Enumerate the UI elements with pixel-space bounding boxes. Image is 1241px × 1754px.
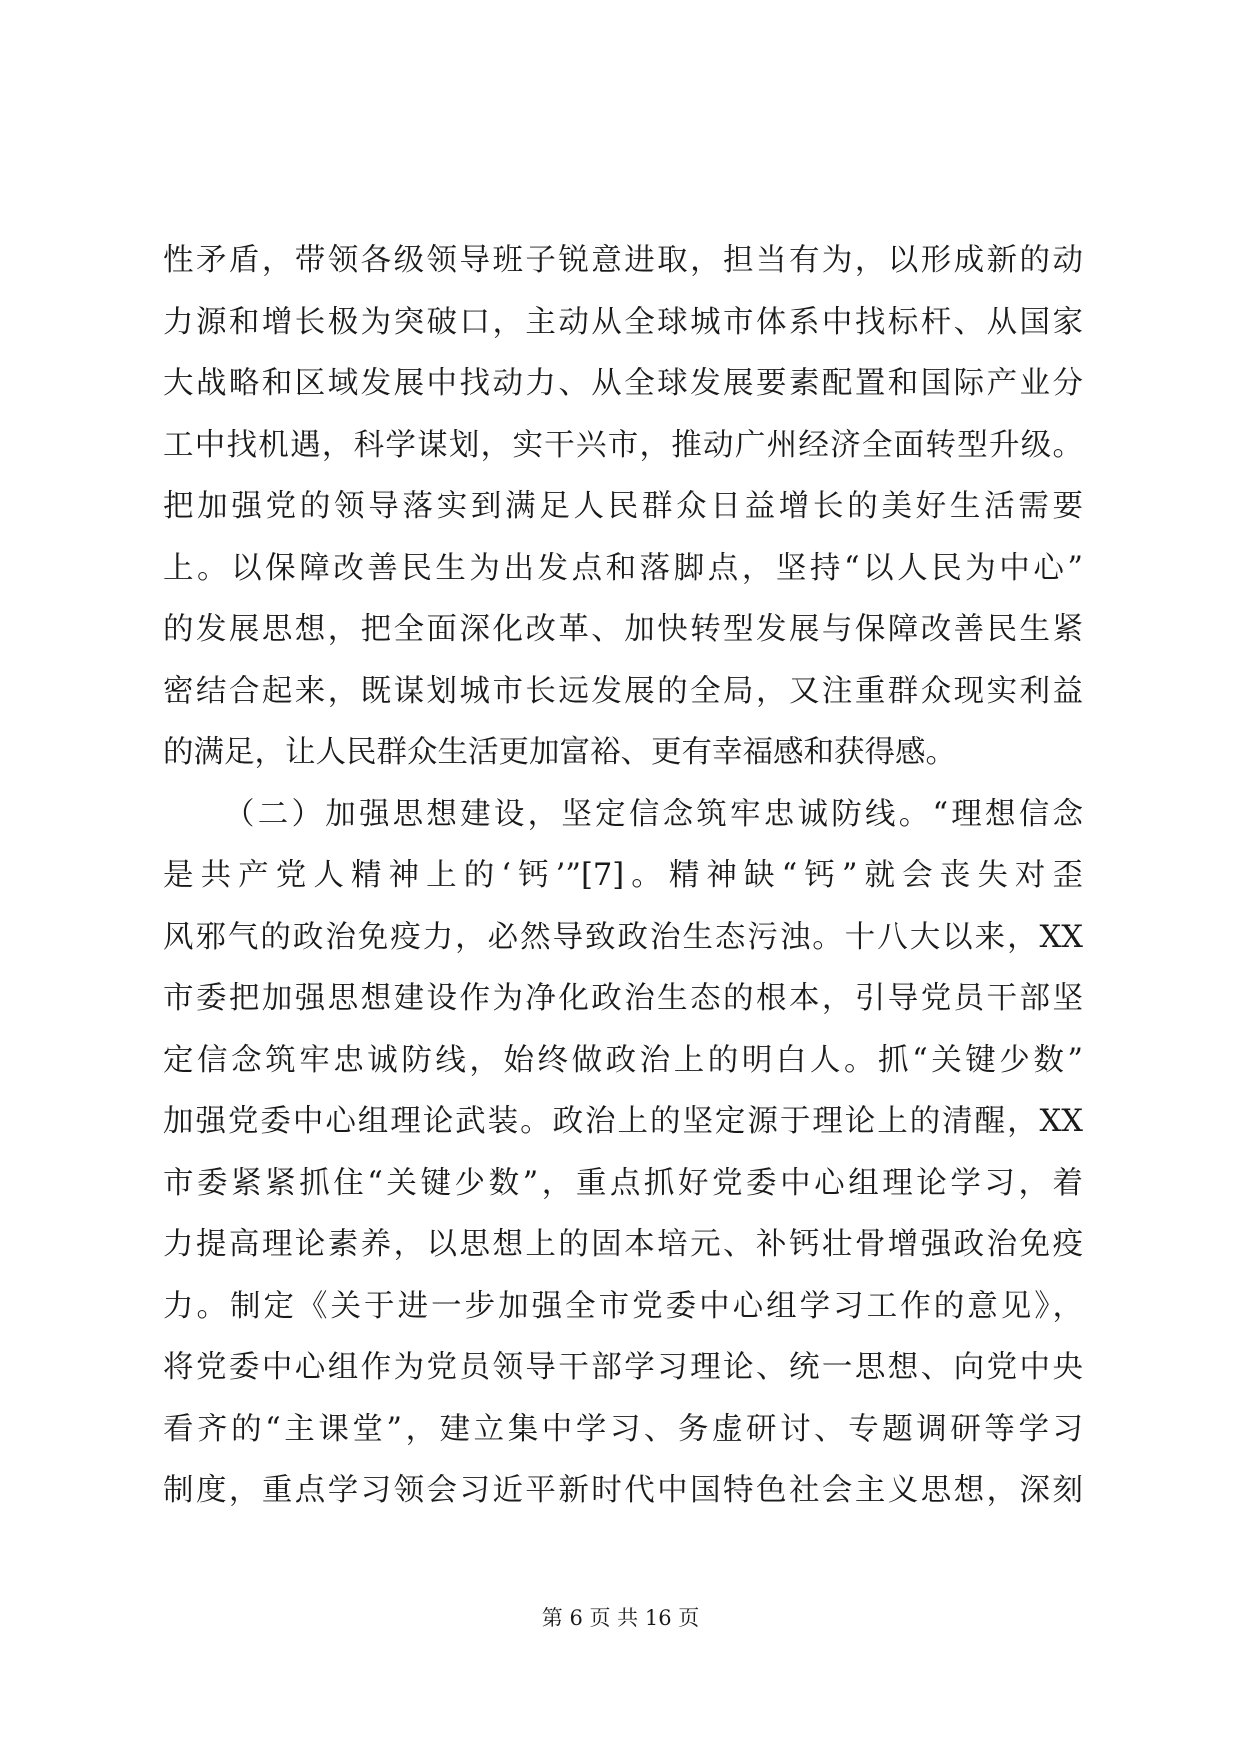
text-line: 风邪气的政治免疫力，必然导致政治生态污浊。十八大以来，XX <box>163 919 1083 955</box>
text-line: 市委紧紧抓住“关键少数”，重点抓好党委中心组理论学习，着 <box>163 1165 1083 1201</box>
text-line: 的满足，让人民群众生活更加富裕、更有幸福感和获得感。 <box>163 735 956 770</box>
text-line: 力。制定《关于进一步加强全市党委中心组学习工作的意见》， <box>163 1288 1083 1324</box>
text-line: 力提高理论素养，以思想上的固本培元、补钙壮骨增强政治免疫 <box>163 1227 1083 1262</box>
section-heading-line: （二）加强思想建设，坚定信念筑牢忠诚防线。“理想信念 <box>224 796 1083 832</box>
text-line: 是共产党人精神上的‘钙’”[7]。精神缺“钙”就会丧失对歪 <box>163 858 1083 893</box>
text-line: 密结合起来，既谋划城市长远发展的全局，又注重群众现实利益 <box>163 673 1083 709</box>
text-line: 力源和增长极为突破口，主动从全球城市体系中找标杆、从国家 <box>163 304 1083 340</box>
text-line: 大战略和区域发展中找动力、从全球发展要素配置和国际产业分 <box>163 366 1083 401</box>
text-line: 上。以保障改善民生为出发点和落脚点，坚持“以人民为中心” <box>163 550 1083 586</box>
body-text <box>163 230 1083 1522</box>
text-line: 把加强党的领导落实到满足人民群众日益增长的美好生活需要 <box>163 489 1083 524</box>
text-line: 加强党委中心组理论武装。政治上的坚定源于理论上的清醒，XX <box>163 1104 1083 1139</box>
text-line: 市委把加强思想建设作为净化政治生态的根本，引导党员干部坚 <box>163 981 1083 1016</box>
text-line: 性矛盾，带领各级领导班子锐意进取，担当有为，以形成新的动 <box>163 243 1083 278</box>
text-line: 将党委中心组作为党员领导干部学习理论、统一思想、向党中央 <box>163 1350 1083 1385</box>
page-number-footer: 第 6 页 共 16 页 <box>541 1606 700 1630</box>
text-line: 工中找机遇，科学谋划，实干兴市，推动广州经济全面转型升级。 <box>163 427 1083 463</box>
text-line: 看齐的“主课堂”，建立集中学习、务虚研讨、专题调研等学习 <box>163 1411 1083 1447</box>
text-line: 定信念筑牢忠诚防线，始终做政治上的明白人。抓“关键少数” <box>163 1042 1083 1078</box>
text-line: 的发展思想，把全面深化改革、加快转型发展与保障改善民生紧 <box>163 612 1083 647</box>
text-line: 制度，重点学习领会习近平新时代中国特色社会主义思想，深刻 <box>163 1473 1083 1508</box>
